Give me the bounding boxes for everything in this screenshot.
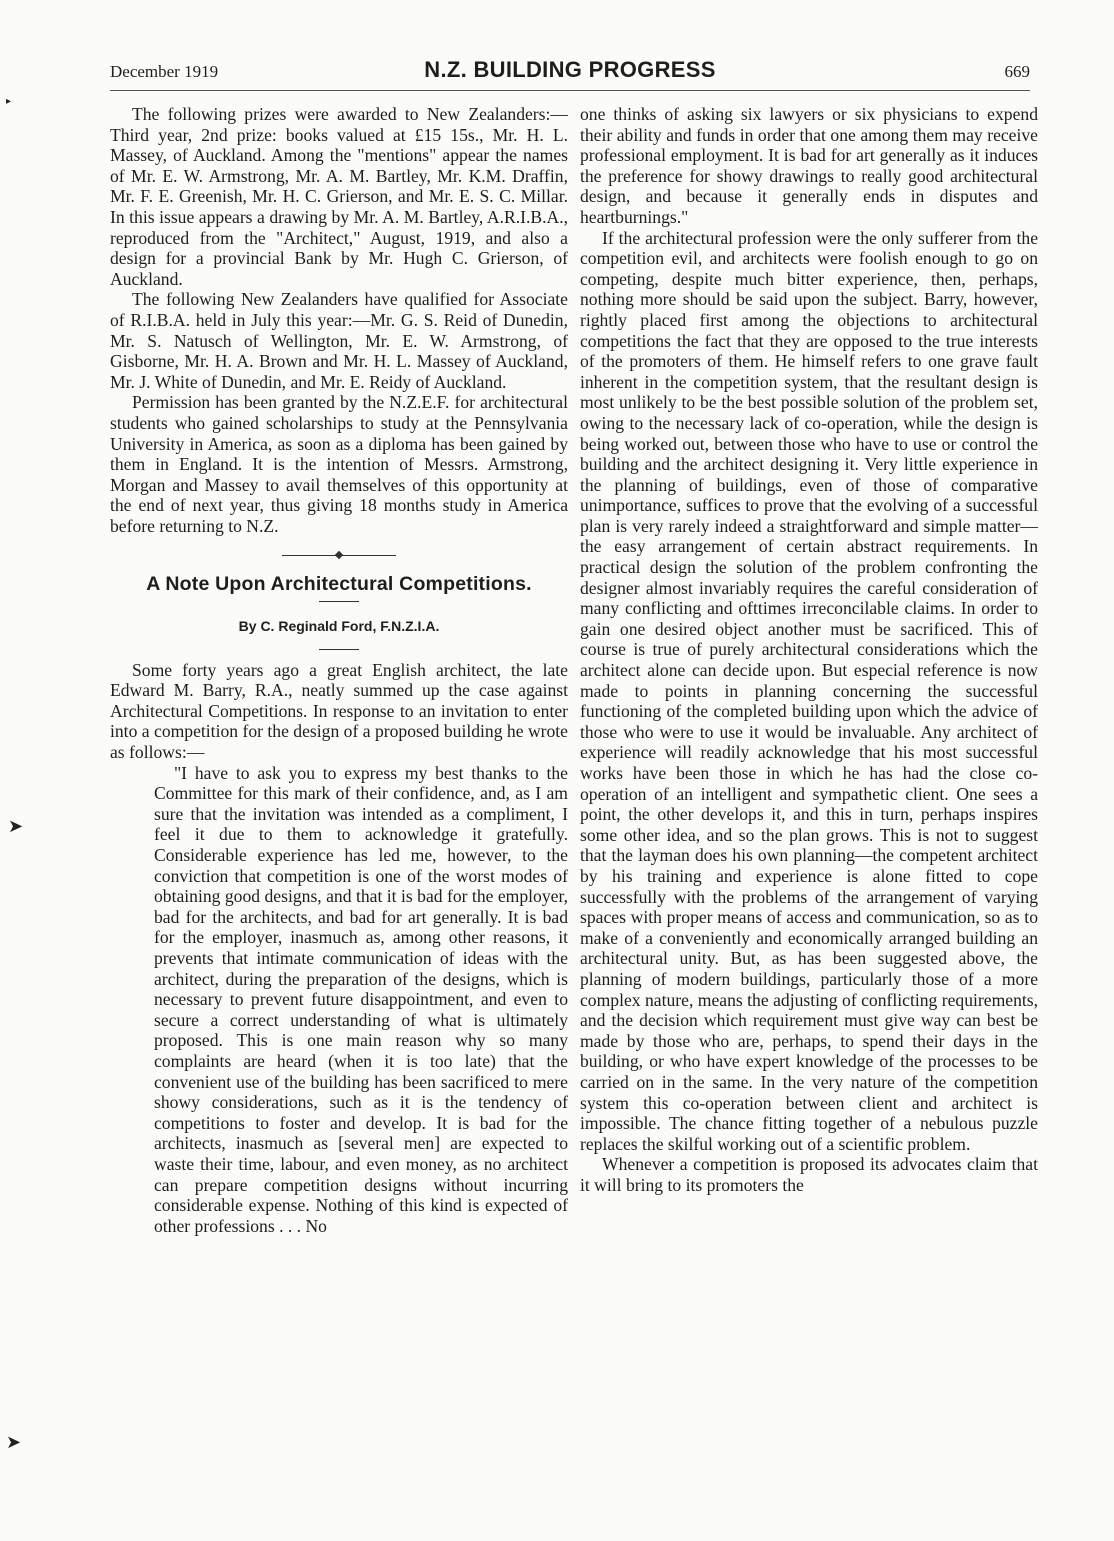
associates-paragraph: The following New Zealanders have qualified for Associate of R.I.B.A. held in July this year:—Mr. G. S. Reid of Dunedin, Mr. S. Natusch of Wellington, Mr. E. W. Armstrong, of Gisborne, Mr. H. A. Brown and Mr. H. L. Massey of Auckland, Mr. J. White of Dunedin, and Mr. E. Reidy of Auckland.: [110, 289, 568, 392]
quote-continuation: one thinks of asking six lawyers or six physicians to expend their ability and funds in order that one among them may receive professional employment. It is bad for art generally as it induces the preference for showy drawings to really good architectural design, and because it generally ends in disputes and heartburnings.": [580, 104, 1038, 227]
page-number: 669: [1004, 62, 1030, 81]
margin-arrow-icon: ➤: [6, 1432, 22, 1452]
article-byline: By C. Reginald Ford, F.N.Z.I.A.: [238, 618, 440, 635]
profession-paragraph: If the architectural profession were the only sufferer from the competition evil, and architects were foolish enough to go on competing, despite much bitter experience, then, perhaps, nothing more should be said upon the subject. Barry, however, rightly placed first among the objections to architectural competitions the fact that they are opposed to the true interests of the promoters of them. He himself refers to one grave fault inherent in the competition system, that the resultant design is most unlikely to be the best possible solution of the problem set, owing to the necessary lack of co-operation, while the design is being worked out, between those who have to use or control the building and the architect designing it. Very little experience in the planning of buildings, even of those of comparative unimportance, suffices to prove that the evolving of a successful plan is very rarely indeed a straightforward and simple matter—the easy arrangement of certain abstract requirements. In practical design the solution of the problem confronting the designer almost invariably requires the careful consideration of many conflicting and ofttimes irreconcilable claims. In order to gain one desired object another must be sacrificed. This of course is true of purely architectural considerations which the architect alone can decide upon. But especial reference is now made to points in planning concerning the successful functioning of the completed building upon which the advice of those who were to use it would be invaluable. Any architect of experience will readily acknowledge that his most successful works have been those in which he has had the close co-operation of an intelligent and sympathetic client. One sees a point, the other develops it, and this in turn, perhaps inspires some other idea, and so the plan grows. This is not to suggest that the layman does his own planning—the competent architect by his training and experience is alone fitted to cope successfully with the problems of the arrangement of varying spaces with proper means of access and communication, so as to make of a conveniently and economically arranged building an architectural unity. But, as has been suggested above, the planning of modern buildings, particularly those of a more complex nature, means the adjusting of conflicting requirements, and the decision which requirement must give way can best be made by those who are, perhaps, to spend their days in the building, or who have expert knowledge of the processes to be carried on in the same. In the very nature of the competition system this co-operation between client and architect is impossible. The chance fitting together of a nebulous puzzle replaces the skilful working out of a scientific problem.: [580, 227, 1038, 1154]
prizes-paragraph: The following prizes were awarded to New Zealanders:—Third year, 2nd prize: books valued at £15 15s., Mr. H. L. Massey, of Auckland. Among the "mentions" appear the names of Mr. E. W. Armstrong, Mr. A. M. Bartley, Mr. K.M. Draffin, Mr. F. E. Greenish, Mr. H. C. Grierson, and Mr. E. S. C. Millar. In this issue appears a drawing by Mr. A. M. Bartley, A.R.I.B.A., reproduced from the "Architect," August, 1919, and also a design for a provincial Bank by Mr. Hugh C. Grierson, of Auckland.: [110, 104, 568, 289]
intro-paragraph: Some forty years ago a great English architect, the late Edward M. Barry, R.A., neatly summed up the case against Architectural Competitions. In response to an invitation to enter into a competition for the design of a proposed building he wrote as follows:—: [110, 659, 568, 763]
byline-rule: [319, 649, 359, 650]
publication-title: N.Z. BUILDING PROGRESS: [424, 57, 716, 82]
section-divider: [110, 550, 568, 562]
quote-text: "I have to ask you to express my best thanks to the Committee for this mark of their confidence, and, as I am sure that the invitation was intended as a compliment, I feel it due to them to acknowledge it gratefully. Considerable experience has led me, however, to the conviction that competition is one of the worst modes of obtaining good designs, and that it is bad for the employer, bad for the architects, and bad for art generally. It is bad for the employer, inasmuch as, among other reasons, it prevents that intimate communication of ideas with the architect, during the preparation of the designs, which is necessary to prevent future disappointment, and even to secure a correct understanding of what is ultimately proposed. This is one main reason why so many complaints are heard (when it is too late) that the convenient use of the building has been sacrificed to mere showy considerations, such as it is the tendency of competitions to foster and develop. It is bad for the architects, inasmuch as [several men] are expected to waste their time, labour, and even money, as no architect can prepare competition designs without incurring considerable expense. Nothing of this kind is expected of other professions . . . No: [154, 762, 568, 1236]
barry-quote: [154, 763, 568, 1237]
title-rule: [319, 601, 359, 602]
left-column: [110, 104, 568, 1236]
issue-date: December 1919: [110, 62, 219, 81]
margin-arrow-icon: ➤: [8, 816, 24, 836]
page-header: [110, 56, 1030, 91]
right-column: [580, 104, 1038, 1195]
permission-paragraph: Permission has been granted by the N.Z.E.F. for architectural students who gained scholarships to study at the Pennsylvania University in America, as soon as a diploma has been gained by them in England. It is the intention of Messrs. Armstrong, Morgan and Massey to avail themselves of this opportunity at the end of next year, thus giving 18 months study in America before returning to N.Z.: [110, 392, 568, 536]
margin-tick-icon: ▸: [6, 96, 12, 107]
article-title: A Note Upon Architectural Competitions.: [146, 573, 532, 596]
advocates-paragraph: Whenever a competition is proposed its advocates claim that it will bring to its promoters the: [580, 1154, 1038, 1195]
